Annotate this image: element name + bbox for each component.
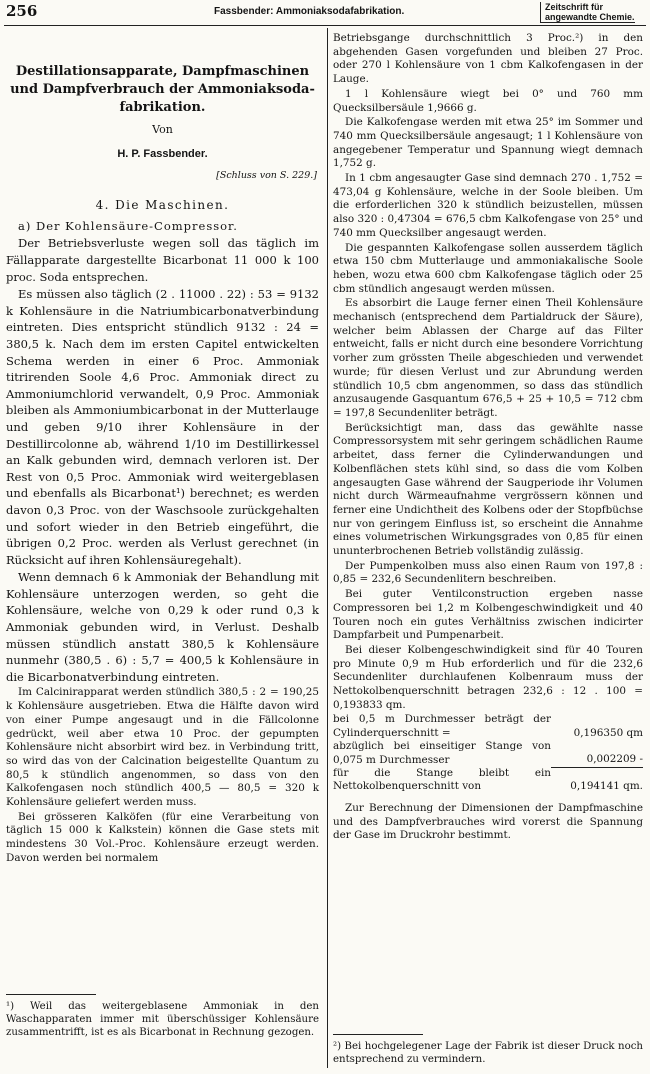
footnote-1: ¹) Weil das weitergeblasene Ammoniak in den Waschapparaten immer mit überschüssiger Kohlensäure zusammentrifft, ist es als Bicarbonat in Rechnung gezogen.: [6, 1001, 319, 1038]
left-column: [6, 32, 319, 867]
title-line: Destillationsapparate, Dampfmaschinen: [15, 64, 310, 79]
author-name: H. P. Fassbender.: [117, 148, 208, 161]
calc-label: für die Stange bleibt ein Nettokolbenquerschnitt von: [333, 767, 551, 793]
body-paragraph: Im Calcinirapparat werden stündlich 380,5 : 2 = 190,25 k Kohlensäure ausgetrieben. Etwa die Hälfte davon wird von einer Pumpe angesaugt und in die Fällcolonne gedrückt, weil aber etwa 10 Proc. der gepumpten Kohlensäure nicht absorbirt wird bez. in Verbindung tritt, so wird das von der Calcination beigestellte Quantum zu 80,5 k stündlich angenommen, so dass von den Kalkofengasen noch stündlich 400,5 — 80,5 = 320 k Kohlensäure geliefert werden muss.: [6, 686, 319, 809]
calc-label: bei 0,5 m Durchmesser beträgt der Cylinderquerschnitt =: [333, 713, 551, 739]
calc-row: [333, 740, 643, 767]
calc-label: abzüglich bei einseitiger Stange von 0,075 m Durchmesser: [333, 740, 551, 766]
subsection-heading: a) Der Kohlensäure-Compressor.: [18, 218, 238, 233]
body-paragraph: Der Betriebsverluste wegen soll das täglich im Fällapparate dargestellte Bicarbonat 11 000 k 100 proc. Soda entsprechen.: [6, 236, 319, 284]
title-line: und Dampfverbrauch der Ammoniaksoda-: [10, 82, 315, 97]
article-title: [6, 63, 319, 117]
cross-section-calculation: [333, 713, 643, 793]
journal-name-line2: angewandte Chemie.: [545, 12, 635, 22]
body-paragraph: Betriebsgange durchschnittlich 3 Proc.²) in den abgehenden Gasen vorgefunden und bleiben 27 Proc. oder 270 l Kohlensäure von 1 cbm Kalkofengasen in der Lauge.: [333, 32, 643, 86]
body-paragraph: Bei grösseren Kalköfen (für eine Verarbeitung von täglich 15 000 k Kalkstein) können die Gase stets mit mindestens 30 Vol.-Proc. Kohlensäure erzeugt werden. Davon werden bei normalem: [6, 810, 319, 864]
byline-von: Von: [152, 123, 173, 136]
footnote-rule: [333, 1034, 423, 1035]
body-paragraph: In 1 cbm angesaugter Gase sind demnach 270 . 1,752 = 473,04 g Kohlensäure, welche in der Soole bleiben. Um die erforderlichen 320 k stündlich beizustellen, müssen also 320 : 0,47304 = 676,5 cbm Kalkofengase von 25° und 740 mm Quecksilber angesaugt werden.: [333, 172, 643, 239]
footnote-2: ²) Bei hochgelegener Lage der Fabrik ist dieser Druck noch entsprechend zu vermindern.: [333, 1041, 643, 1065]
column-divider: [327, 28, 328, 1068]
body-paragraph: Bei dieser Kolbengeschwindigkeit sind für 40 Touren pro Minute 0,9 m Hub erforderlich und für die 232,6 Secundenliter durchlaufenen Kolbenraum muss der Nettokolbenquerschnitt betragen 232,6 : 12 . 100 = 0,193833 qm.: [333, 643, 643, 711]
header-rule: [4, 25, 646, 26]
page-number: 256: [6, 2, 38, 20]
running-header: [0, 0, 650, 24]
body-paragraph: Bei guter Ventilconstruction ergeben nasse Compressoren bei 1,2 m Kolbengeschwindigkeit und 40 Touren noch ein gutes Verhältniss zwischen indicirter Dampfarbeit und Pumpenarbeit.: [333, 588, 643, 642]
body-paragraph: Der Pumpenkolben muss also einen Raum von 197,8 : 0,85 = 232,6 Secundenlitern beschreiben.: [333, 559, 643, 586]
body-paragraph: Die Kalkofengase werden mit etwa 25° im Sommer und 740 mm Quecksilbersäule angesaugt; 1 l Kohlensäure von angegebener Temperatur und Spannung wiegt demnach 1,752 g.: [333, 116, 643, 170]
title-line: fabrikation.: [119, 100, 206, 115]
body-paragraph: 1 l Kohlensäure wiegt bei 0° und 760 mm Quecksilbersäule 1,9666 g.: [333, 87, 643, 114]
calc-value: 0,194141 qm.: [570, 780, 643, 793]
journal-name: [540, 2, 635, 23]
body-paragraph: Zur Berechnung der Dimensionen der Dampfmaschine und des Dampfverbrauches wird vorerst die Spannung der Gase im Druckrohr bestimmt.: [333, 801, 643, 842]
body-paragraph: Es absorbirt die Lauge ferner einen Theil Kohlensäure mechanisch (entsprechend dem Partialdruck der Säure), welcher beim Ablassen der Charge auf das Filter entweicht, falls er nicht durch eine besondere Vorrichtung vorher zum grössten Theile abgeschieden und verwendet wurde; für diesen Verlust und zur Abrundung werden stündlich 10,5 cbm angenommen, so dass das stündlich anzusaugende Gasquantum 676,5 + 25 + 10,5 = 712 cbm = 197,8 Secundenliter beträgt.: [333, 297, 643, 419]
journal-name-line1: Zeitschrift für: [545, 2, 604, 12]
calc-row: [333, 713, 643, 740]
right-column: [333, 32, 643, 844]
body-paragraph: Wenn demnach 6 k Ammoniak der Behandlung mit Kohlensäure unterzogen werden, so geht die Kohlensäure, welche von 0,29 k oder rund 0,3 k Ammoniak gebunden wird, in Verlust. Deshalb müssen stündlich anstatt 380,5 k Kohlensäure nunmehr (380,5 . 6) : 5,7 = 400,5 k Kohlensäure in die Bicarbonatverbindung eintreten.: [6, 570, 319, 684]
calc-value: 0,196350 qm: [573, 726, 643, 739]
body-paragraph: Die gespannten Kalkofengase sollen ausserdem täglich etwa 150 cbm Mutterlauge und ammoniakalische Soole heben, wozu etwa 600 cbm Kalkofengase täglich oder 25 cbm stündlich angesaugt werden müssen.: [333, 241, 643, 295]
calc-value: 0,002209 -: [551, 740, 643, 767]
body-paragraph: Berücksichtigt man, dass das gewählte nasse Compressorsystem mit sehr geringem schädlichen Raume arbeitet, dass ferner die Cylinderwandungen und Kolbenflächen stets kühl sind, so dass die vom Kolben angesaugten Gase während der Saugperiode ihr Volumen nicht durch Wärmeaufnahme vergrössern können und ferner eine Undichtheit des Kolbens oder der Stopfbüchse nur von geringem Einfluss ist, so erscheint die Annahme eines volumetrischen Wirkungsgrades von 0,85 für einen ununterbrochenen Betrieb vollständig zulässig.: [333, 421, 643, 558]
footnote-rule: [6, 994, 96, 995]
section-heading: 4. Die Maschinen.: [95, 197, 230, 212]
calc-row: [333, 767, 643, 794]
body-paragraph: Es müssen also täglich (2 . 11000 . 22) : 53 = 9132 k Kohlensäure in die Natriumbicarbonatverbindung eintreten. Dies entspricht stündlich 9132 : 24 = 380,5 k. Nach dem im ersten Capitel entwickelten Schema werden in einer 6 Proc. Ammoniak titrirenden Soole 4,6 Proc. Ammoniak direct zu Ammoniumchlorid verwandelt, 0,9 Proc. Ammoniak bleiben als Ammoniumbicarbonat in der Mutterlauge und geben 9/10 ihrer Kohlensäure in der Destillircolonne ab, während 1/10 im Destillirkessel an Kalk gebunden wird, demnach verloren ist. Der Rest von 0,5 Proc. Ammoniak wird weitergeblasen und ebenfalls als Bicarbonat¹) berechnet; es werden davon 0,3 Proc. von der Waschsoole zurückgehalten und sofort wieder in den Betrieb eingeführt, die übrigen 0,2 Proc. werden als Verlust gerechnet (in Rücksicht auf ihren Kohlensäuregehalt).: [6, 287, 319, 567]
running-title: Fassbender: Ammoniaksodafabrikation.: [214, 6, 405, 17]
continuation-note: [Schluss von S. 229.]: [216, 170, 317, 182]
